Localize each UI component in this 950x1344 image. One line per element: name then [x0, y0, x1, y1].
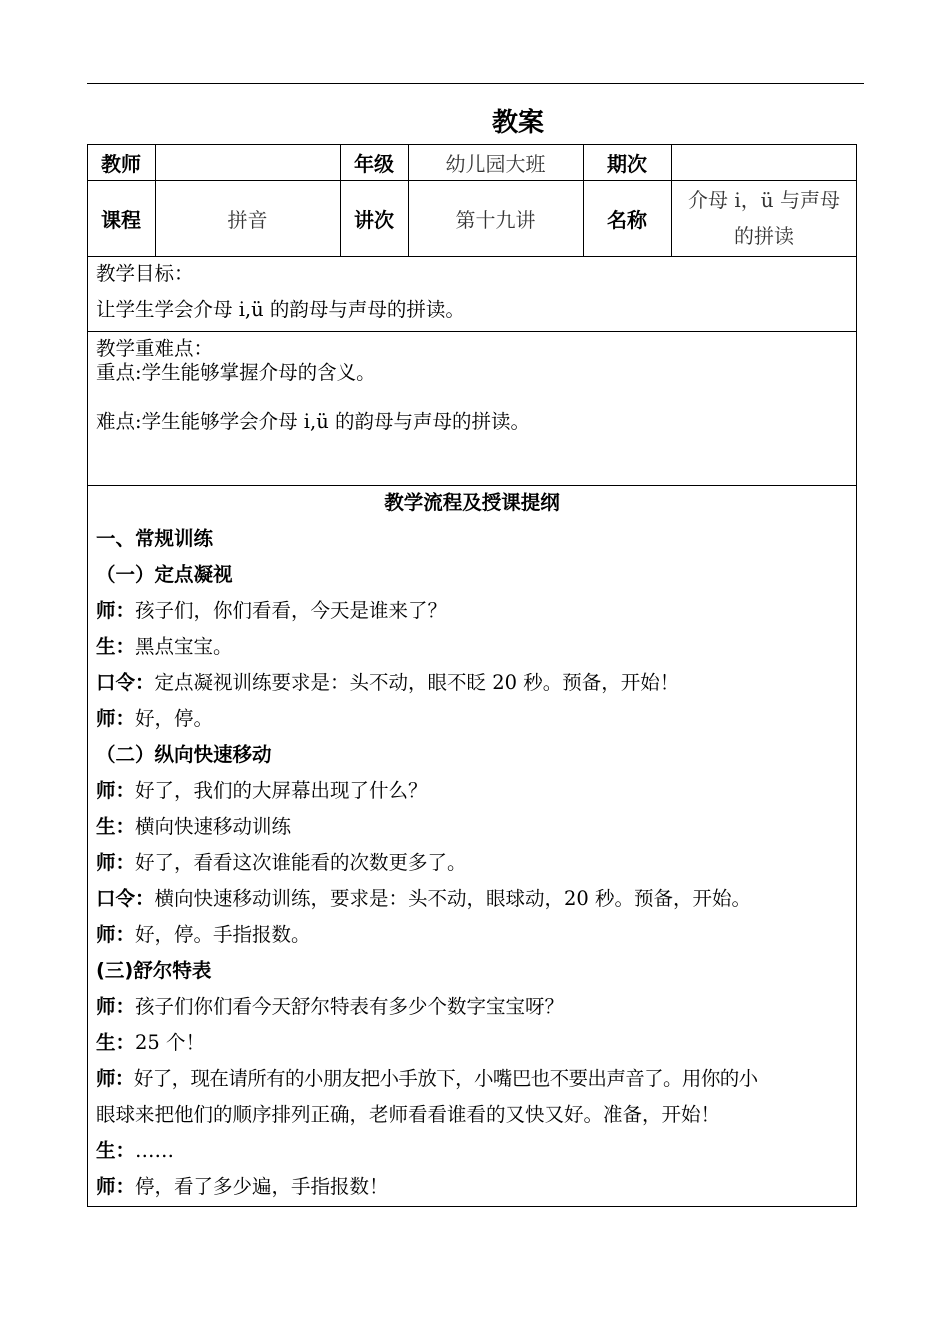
speaker-label: 生：: [96, 815, 136, 838]
course-label: 课程: [101, 207, 141, 232]
dialogue-line: [96, 1099, 720, 1127]
dialogue-line: [96, 703, 213, 731]
speaker-label: 师：: [96, 779, 136, 802]
teacher-value: [155, 144, 340, 180]
dialogue-line: [96, 1135, 174, 1163]
period-label: 期次: [607, 151, 647, 176]
document-title: 教案: [491, 108, 544, 138]
speaker-label: 生：: [96, 1031, 136, 1054]
dialogue-text: 横向快速移动训练: [135, 815, 292, 838]
subsection-heading: （一）定点凝视: [96, 563, 233, 586]
speaker-label: 师：: [96, 1175, 136, 1198]
speaker-label: 师：: [96, 851, 136, 874]
dialogue-text: 定点凝视训练要求是：头不动，眼不眨 20 秒。预备，开始！: [154, 671, 680, 694]
header-rule: [87, 83, 864, 84]
dialogue-text: 停，看了多少遍，手指报数！: [135, 1175, 389, 1198]
objectives-text: 让学生学会介母 i,ü 的韵母与声母的拼读。: [96, 298, 465, 321]
dialogue-text: 好了，看看这次谁能看的次数更多了。: [135, 851, 467, 874]
section-heading: 一、常规训练: [96, 527, 214, 550]
keypoint-key: 重点:学生能够掌握介母的含义。: [96, 361, 376, 384]
speaker-label: 生：: [96, 1139, 136, 1162]
name-label: 名称: [607, 207, 647, 232]
lecture-label: 讲次: [354, 207, 394, 232]
dialogue-line: [96, 919, 311, 947]
dialogue-line: [96, 811, 291, 839]
dialogue-line: [96, 1063, 758, 1091]
grade-label: 年级: [354, 151, 394, 176]
dialogue-line: [96, 775, 428, 803]
speaker-label: 师：: [96, 707, 136, 730]
grade-value: 幼儿园大班: [445, 151, 546, 176]
name-value: 介母 i，ü 与声母的拼读: [688, 188, 840, 248]
dialogue-text: 好了，现在请所有的小朋友把小手放下，小嘴巴也不要出声音了。用你的小: [133, 1067, 758, 1090]
dialogue-line: [96, 667, 679, 695]
speaker-label: 生：: [96, 635, 136, 658]
row-divider: [87, 256, 857, 257]
dialogue-text: 25 个！: [135, 1031, 206, 1054]
speaker-label: 口令：: [96, 671, 155, 694]
dialogue-text: 好了，我们的大屏幕出现了什么？: [135, 779, 428, 802]
dialogue-text: 黑点宝宝。: [135, 635, 233, 658]
dialogue-line: [96, 847, 467, 875]
dialogue-line: [96, 1027, 205, 1055]
period-value: [671, 144, 857, 180]
speaker-label: 师：: [96, 923, 136, 946]
speaker-label: 口令：: [96, 887, 155, 910]
objectives-heading: 教学目标：: [96, 262, 194, 285]
dialogue-text: 孩子们你们看今天舒尔特表有多少个数字宝宝呀？: [135, 995, 565, 1018]
dialogue-line: [96, 883, 751, 911]
dialogue-line: [96, 991, 564, 1019]
dialogue-text: 好，停。: [135, 707, 214, 730]
dialogue-text: 好，停。手指报数。: [135, 923, 311, 946]
keypoints-heading: 教学重难点：: [96, 337, 214, 360]
dialogue-line: [96, 1171, 389, 1199]
keypoint-difficulty: 难点:学生能够学会介母 i,ü 的韵母与声母的拼读。: [96, 410, 530, 433]
speaker-label: 师：: [96, 599, 136, 622]
process-title: 教学流程及授课提纲: [384, 491, 560, 514]
lecture-value: 第十九讲: [455, 207, 536, 232]
subsection-heading: (三)舒尔特表: [96, 959, 212, 982]
dialogue-text: 眼球来把他们的顺序排列正确，老师看看谁看的又快又好。准备，开始！: [96, 1103, 721, 1126]
speaker-label: 师：: [96, 1067, 134, 1090]
dialogue-text: 横向快速移动训练，要求是：头不动，眼球动，20 秒。预备，开始。: [154, 887, 752, 910]
dialogue-line: [96, 631, 233, 659]
dialogue-text: ……: [135, 1139, 175, 1162]
dialogue-line: [96, 595, 447, 623]
course-value: 拼音: [227, 207, 268, 232]
subsection-heading: （二）纵向快速移动: [96, 743, 272, 766]
speaker-label: 师：: [96, 995, 136, 1018]
dialogue-text: 孩子们，你们看看，今天是谁来了？: [135, 599, 448, 622]
teacher-label: 教师: [101, 151, 141, 176]
